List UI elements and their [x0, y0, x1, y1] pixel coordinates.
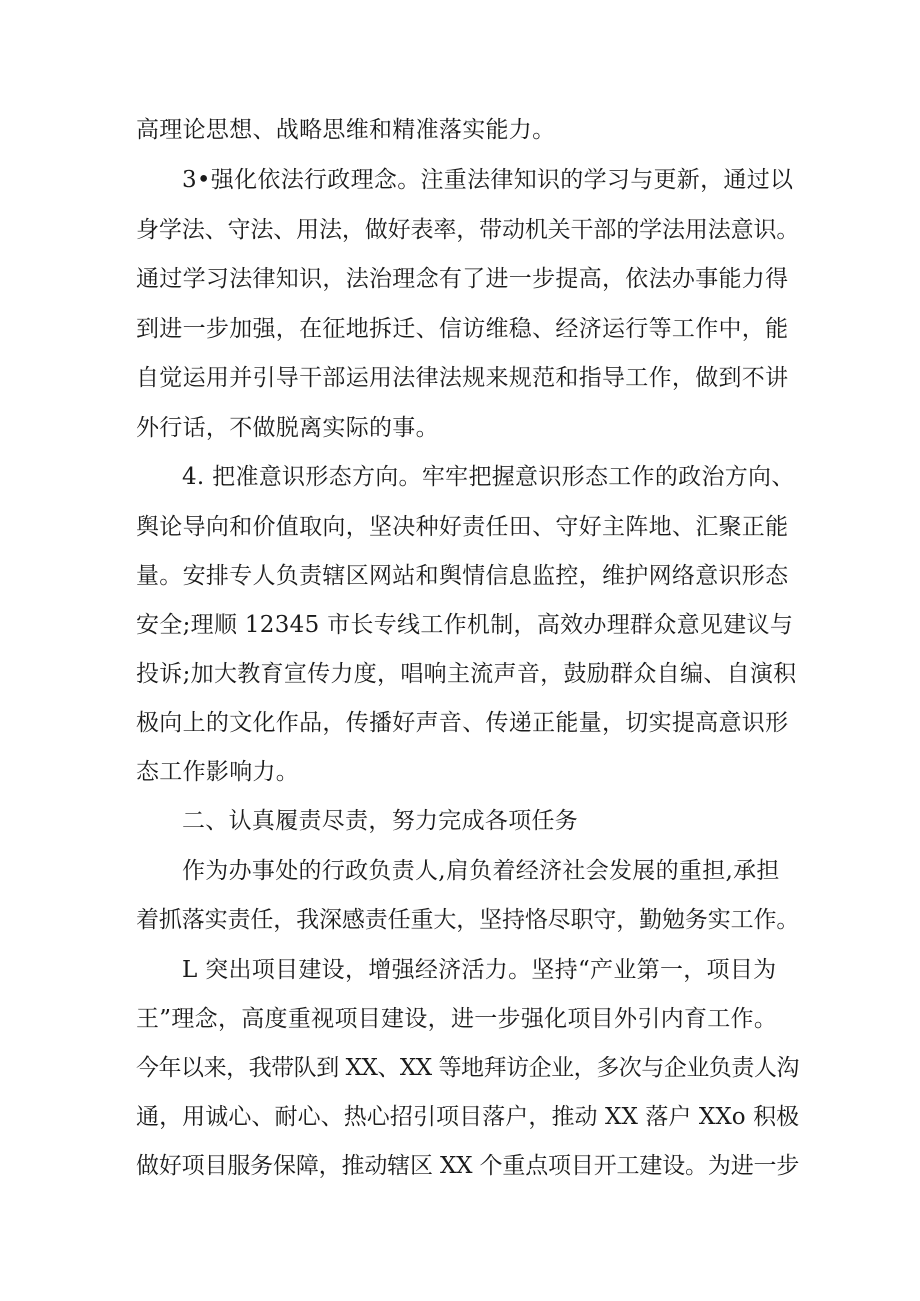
text-line: 投诉;加大教育宣传力度，唱响主流声音，鼓励群众自编、自演积 [136, 661, 797, 687]
text-line: L 突出项目建设，增强经济活力。坚持“产业第一，项目为 [182, 957, 777, 983]
text-line: 今年以来，我带队到 XX、XX 等地拜访企业，多次与企业负责人沟 [136, 1055, 799, 1081]
text-line: 舆论导向和价值取向，坚决种好责任田、守好主阵地、汇聚正能 [136, 514, 789, 540]
text-line: 态工作影响力。 [136, 759, 300, 785]
text-line: 王”理念，高度重视项目建设，进一步强化项目外引内育工作。 [136, 1006, 778, 1032]
text-line: 外行话，不做脱离实际的事。 [136, 415, 439, 441]
text-line: 4. 把准意识形态方向。牢牢把握意识形态工作的政治方向、 [182, 464, 795, 490]
text-line: 安全;理顺 12345 市长专线工作机制，高效办理群众意见建议与 [136, 612, 794, 638]
text-line: 自觉运用并引导干部运用法律法规来规范和指导工作，做到不讲 [136, 365, 789, 391]
text-line: 身学法、守法、用法，做好表率，带动机关干部的学法用法意识。 [136, 217, 800, 243]
text-line: 量。安排专人负责辖区网站和舆情信息监控，维护网络意识形态 [136, 563, 789, 589]
section-heading: 二、认真履责尽责，努力完成各项任务 [182, 808, 579, 834]
text-line: 到进一步加强，在征地拆迁、信访维稳、经济运行等工作中，能 [136, 316, 789, 342]
text-line: 通，用诚心、耐心、热心招引项目落户，推动 XX 落户 XXo 积极 [136, 1104, 800, 1130]
text-line: 通过学习法律知识，法治理念有了进一步提高，依法办事能力得 [136, 266, 789, 292]
text-line: 着抓落实责任，我深感责任重大，坚持恪尽职守，勤勉务实工作。 [136, 907, 800, 933]
text-line: 做好项目服务保障，推动辖区 XX 个重点项目开工建设。为进一步 [136, 1153, 800, 1179]
text-line: 3•强化依法行政理念。注重法律知识的学习与更新，通过以 [182, 167, 794, 193]
text-line: 作为办事处的行政负责人,肩负着经济社会发展的重担,承担 [182, 858, 780, 884]
text-line: 极向上的文化作品，传播好声音、传递正能量，切实提高意识形 [136, 710, 789, 736]
text-line: 高理论思想、战略思维和精准落实能力。 [136, 117, 556, 143]
